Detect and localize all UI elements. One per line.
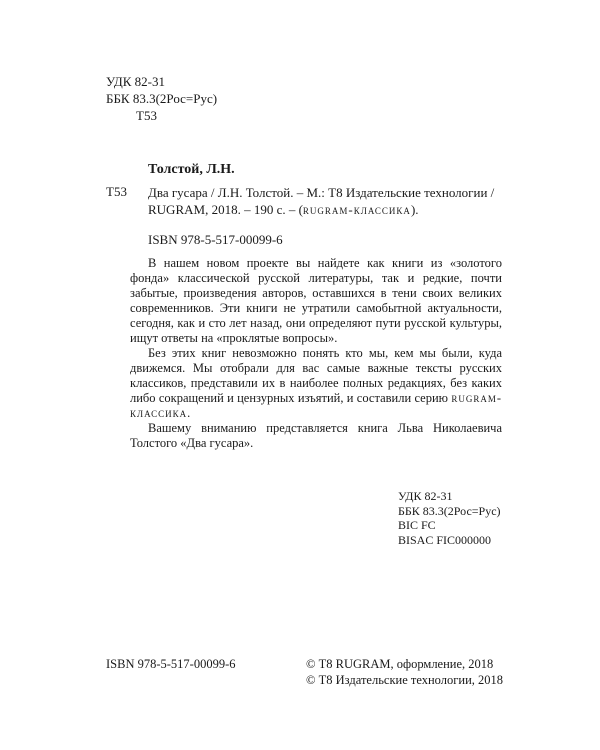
bbk-code: ББК 83.3(2Рос=Рус) [106, 91, 218, 106]
imprint-text: RUGRAM, 2018. – 190 с. – ( [148, 202, 303, 217]
annotation-p2-text: Без этих книг невозможно понять кто мы, кем мы были, куда движемся. Мы отобрали для вас самые важные тексты русских классиков, представили их в наиболее полных редакциях, без каких либо сокращений и цензурных изъятий, и составили серию [130, 346, 502, 405]
bisac-code: BISAC FIC000000 [398, 532, 492, 547]
bic-code: BIC FC [398, 518, 436, 533]
title-line: Два гусара / Л.Н. Толстой. – М.: Т8 Издательские технологии / [148, 185, 495, 200]
author-mark-code: Т53 [106, 184, 127, 199]
annotation-series-name: rugram-классика [130, 391, 502, 420]
annotation-paragraph-3: Вашему вниманию представляется книга Льва Николаевича Толстого «Два гусара». [130, 421, 502, 450]
author-name: Толстой, Л.Н. [148, 162, 235, 177]
bbk-code-right: ББК 83.3(2Рос=Рус) [398, 503, 501, 518]
annotation-p2-end: . [187, 406, 191, 420]
isbn-main: ISBN 978-5-517-00099-6 [148, 232, 283, 247]
imprint-end: ). [410, 202, 419, 217]
annotation [130, 256, 502, 451]
copyright-block [306, 656, 503, 688]
annotation-paragraph-1: В нашем новом проекте вы найдете как книги из «золотого фонда» классической русской литературы, так и редкие, почти забытые, произведения авторов, оставшихся в тени своих великих современников. Эти книги не утратили самобытной актуальности, сегодня, как и сто лет назад, они определяют пути русской культуры, ищут ответы на «проклятые вопросы». [130, 256, 502, 345]
top-classification [106, 73, 217, 124]
udk-code: УДК 82-31 [106, 74, 166, 89]
series-name: rugram-классика [302, 202, 411, 217]
bibliographic-record [148, 184, 508, 218]
isbn-bottom: ISBN 978-5-517-00099-6 [106, 657, 236, 671]
udk-code-right: УДК 82-31 [398, 489, 453, 503]
imprint-line [148, 201, 508, 218]
copyright-line-2: © Т8 Издательские технологии, 2018 [306, 673, 504, 687]
right-classification [398, 489, 501, 547]
copyright-line-1: © Т8 RUGRAM, оформление, 2018 [306, 657, 494, 671]
author-mark: Т53 [136, 108, 157, 123]
annotation-paragraph-2 [130, 346, 502, 421]
